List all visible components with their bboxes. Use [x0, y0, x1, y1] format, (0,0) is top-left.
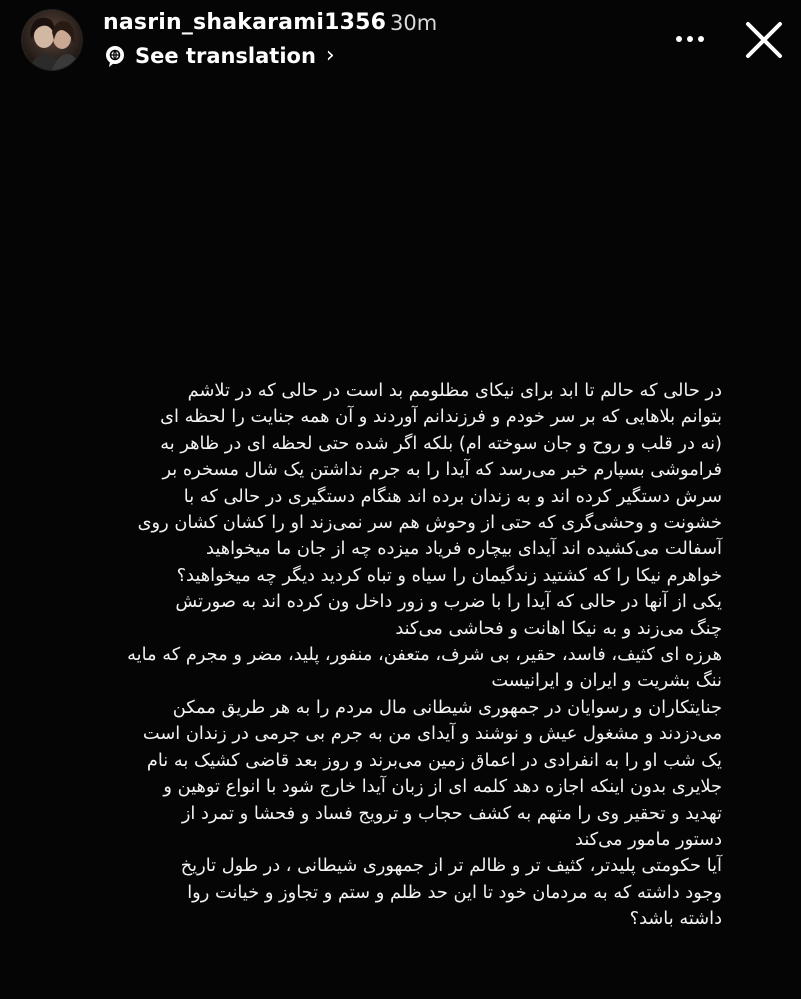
story-text-line: یک شب او را به انفرادی در اعماق زمین می‌برند و روز بعد قاضی کشیک به نام: [146, 749, 722, 771]
story-text-line: دستور مامور می‌کند: [574, 828, 722, 850]
story-text-line: فراموشی بسپارم خبر می‌رسد که آیدا را به جرم نداشتن یک شال مسخره بر: [162, 459, 722, 481]
see-translation-button[interactable]: [103, 42, 335, 70]
story-text-line: آسفالت می‌کشیده اند آیدای بیچاره فریاد میزده چه از جان ما میخواهید: [206, 538, 722, 560]
story-header: [0, 0, 801, 90]
story-text-line: وجود داشته که به مردمان خود تا این حد ظلم و ستم و تجاوز و خیانت روا: [187, 881, 722, 903]
username[interactable]: nasrin_shakarami1356: [103, 10, 387, 35]
chevron-right-icon: ›: [325, 43, 335, 68]
story-text-line: (نه در قلب و روح و جان سوخته ام) بلکه اگر شده حتی لحظه ای در ظاهر به: [160, 432, 722, 454]
more-icon-dot: [687, 36, 693, 42]
avatar[interactable]: [22, 10, 82, 70]
story-text-line: جنایتکاران و رسوایان در جمهوری شیطانی مال مردم را به هر طریق ممکن: [172, 696, 722, 718]
story-text-line: چنگ می‌زند و به نیکا اهانت و فحاشی می‌کند: [395, 617, 722, 639]
avatar-photo: [22, 10, 82, 70]
more-icon-dot: [698, 36, 704, 42]
story-text-line: جلایری بدون اینکه اجازه دهد کلمه ای از زبان آیدا خارج شود با انواع توهین و: [163, 776, 722, 798]
close-button[interactable]: [742, 18, 786, 62]
story-text-line: داشته باشد؟: [629, 908, 722, 930]
close-icon: [742, 18, 786, 62]
story-text-line: تهدید و تحقیر وی را متهم به کشف حجاب و ترویج فساد و فحشا و تمرد از: [181, 802, 722, 824]
translate-icon: [103, 44, 127, 68]
story-text-line: آیا حکومتی پلیدتر، کثیف تر و ظالم تر از جمهوری شیطانی ، در طول تاریخ: [180, 855, 722, 877]
story-text-line: یکی از آنها در حالی که آیدا را با ضرب و زور داخل ون کرده اند به صورتش: [175, 591, 722, 613]
story-text-line: بتوانم بلاهایی که بر سر خودم و فرزندانم آوردند و آن همه جنایت را لحظه ای: [160, 406, 722, 428]
more-options-button[interactable]: [670, 24, 710, 54]
story-text-line: خشونت و وحشی‌گری که حتی از وحوش هم سر نمی‌زند او را کشان کشان روی: [137, 512, 722, 534]
story-text-line: سرش دستگیر کرده اند و به زندان برده اند هنگام دستگیری در حالی که با: [183, 485, 722, 507]
story-text-line: خواهرم نیکا را که کشتید زندگیمان را سیاه و تباه کردید دیگر چه میخواهید؟: [176, 564, 722, 586]
story-text-line: ننگ بشریت و ایران و ایرانیست: [491, 670, 722, 692]
story-text-line: در حالی که حالم تا ابد برای نیکای مظلومم بد است در حالی که در تلاشم: [187, 380, 722, 401]
see-translation-label: See translation: [135, 44, 316, 68]
more-icon: [676, 36, 682, 42]
story-text-line: هرزه ای کثیف، فاسد، حقیر، بی شرف، متعفن، منفور، پلید، مضر و مجرم که مایه: [127, 644, 722, 666]
timestamp: 30m: [390, 11, 438, 35]
story-text-line: می‌دزدند و مشغول عیش و نوشند و آیدای من به جرم بی جرمی در زندان است: [142, 723, 722, 745]
story-text: [88, 378, 722, 933]
